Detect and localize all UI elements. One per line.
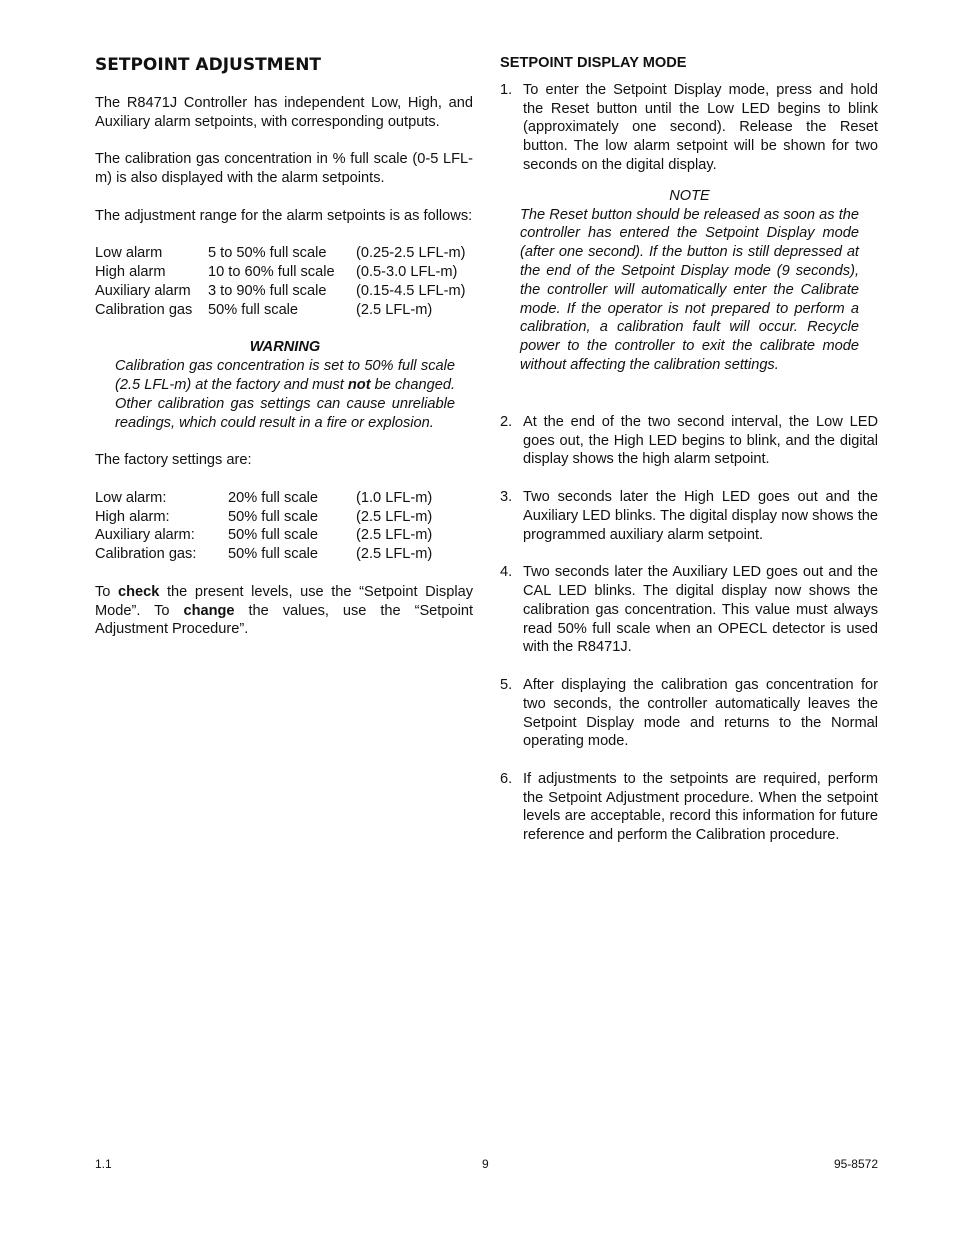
- table-cell: (2.5 LFL-m): [356, 508, 433, 525]
- table-cell: 5 to 50% full scale: [208, 245, 327, 262]
- table-cell: (0.25-2.5 LFL-m): [356, 245, 466, 262]
- table-cell: (1.0 LFL-m): [356, 489, 433, 506]
- closing-text-3: the values, use the “Setpoint Adjustment Procedure”.: [95, 602, 473, 638]
- section-heading-setpoint-display-mode: SETPOINT DISPLAY MODE: [500, 55, 687, 71]
- table-cell: Calibration gas:: [95, 546, 197, 563]
- table-row: [95, 244, 466, 263]
- warning-text-b: be changed. Other calibration gas settings can cause unreliable readings, which could result in a fire or explosion.: [115, 376, 455, 431]
- table-cell: (0.5-3.0 LFL-m): [356, 264, 458, 281]
- table-cell: (0.15-4.5 LFL-m): [356, 282, 466, 299]
- table-cell: Auxiliary alarm:: [95, 527, 195, 544]
- table-cell: 3 to 90% full scale: [208, 282, 327, 299]
- step-number: 5.: [500, 676, 513, 693]
- closing-text-1: To: [95, 583, 119, 600]
- closing-emphasis-change: change: [183, 602, 235, 619]
- section-heading-setpoint-adjustment: SETPOINT ADJUSTMENT: [95, 55, 322, 75]
- table-cell: 50% full scale: [228, 508, 319, 525]
- table-row: [95, 489, 432, 508]
- table-cell: 50% full scale: [228, 527, 319, 544]
- table-row: [95, 508, 432, 527]
- step-number: 3.: [500, 488, 513, 505]
- step-number: 1.: [500, 81, 513, 98]
- factory-settings-intro: The factory settings are:: [95, 452, 252, 469]
- right-column: [500, 54, 878, 845]
- closing-text-2: the present levels, use the “Setpoint Display Mode”. To: [95, 583, 473, 619]
- warning-block: [115, 338, 455, 432]
- table-row: [95, 301, 466, 320]
- table-cell: (2.5 LFL-m): [356, 527, 433, 544]
- footer-doc-number: 95-8572: [833, 1157, 878, 1171]
- intro-paragraph: The R8471J Controller has independent Low, High, and Auxiliary alarm setpoints, with corresponding outputs.: [95, 95, 473, 130]
- table-cell: (2.5 LFL-m): [356, 546, 433, 563]
- table-cell: High alarm:: [95, 508, 170, 525]
- closing-emphasis-check: check: [118, 583, 160, 600]
- note-title: NOTE: [669, 187, 710, 204]
- table-cell: High alarm: [95, 264, 166, 281]
- footer-revision: 1.1: [95, 1157, 112, 1171]
- left-column: [95, 54, 473, 658]
- table-row: [95, 526, 432, 545]
- step-text: Two seconds later the Auxiliary LED goes out and the CAL LED blinks. The digital display now shows the calibration gas concentration. This value must always read 50% full scale when an OPECL detector is used with the R8471J.: [523, 564, 878, 656]
- footer-page-number: 9: [482, 1157, 489, 1171]
- warning-text-emphasis: not: [347, 376, 371, 393]
- step-text: At the end of the two second interval, the Low LED goes out, the High LED begins to blink, and the digital display shows the high alarm setpoint.: [523, 413, 878, 468]
- step-number: 2.: [500, 413, 513, 430]
- table-cell: (2.5 LFL-m): [356, 301, 433, 318]
- step-text: To enter the Setpoint Display mode, press and hold the Reset button until the Low LED begins to blink (approximately one second). Release the Reset button. The low alarm setpoint will be shown for two seconds on the digital display.: [523, 81, 878, 173]
- list-item: [500, 770, 878, 845]
- list-item: [500, 676, 878, 751]
- list-item: [500, 488, 878, 544]
- steps-list: [500, 81, 878, 175]
- table-cell: 50% full scale: [208, 301, 299, 318]
- note-text: The Reset button should be released as soon as the controller has entered the Setpoint Display mode (after one second). If the button is still depressed at the end of the Setpoint Display mode (9 seconds), the controller will automatically enter the Calibrate mode. If the operator is not prepared to perform a calibration, a calibration fault will occur. Recycle power to the controller to exit the calibrate mode without affecting the calibration settings.: [520, 206, 859, 373]
- adjustment-range-table: [95, 244, 466, 319]
- step-number: 6.: [500, 770, 513, 787]
- closing-paragraph: [95, 583, 473, 639]
- warning-text-a: Calibration gas concentration is set to 50% full scale (2.5 LFL-m) at the factory and must: [115, 358, 455, 393]
- table-cell: Low alarm: [95, 245, 163, 262]
- step-number: 4.: [500, 564, 513, 581]
- warning-text: [115, 357, 455, 432]
- list-item: [500, 563, 878, 657]
- list-item: [500, 81, 878, 175]
- warning-title: WARNING: [249, 339, 321, 356]
- step-text: If adjustments to the setpoints are required, perform the Setpoint Adjustment procedure. When the setpoint levels are acceptable, record this information for future reference and perform the Calibration procedure.: [523, 770, 878, 844]
- table-row: [95, 545, 432, 564]
- table-cell: 10 to 60% full scale: [208, 264, 335, 281]
- table-row: [95, 282, 466, 301]
- factory-settings-table: [95, 489, 432, 564]
- calibration-paragraph: The calibration gas concentration in % full scale (0-5 LFL-m) is also displayed with the alarm setpoints.: [95, 151, 473, 187]
- note-block: [520, 187, 859, 375]
- list-item: [500, 413, 878, 469]
- step-text: Two seconds later the High LED goes out and the Auxiliary LED blinks. The digital display now shows the programmed auxiliary alarm setpoint.: [523, 488, 878, 543]
- table-cell: Calibration gas: [95, 301, 193, 318]
- range-intro-paragraph: The adjustment range for the alarm setpoints is as follows:: [95, 207, 473, 224]
- table-row: [95, 263, 466, 282]
- table-cell: Low alarm:: [95, 489, 167, 506]
- table-cell: 50% full scale: [228, 546, 319, 563]
- steps-list-continued: [500, 413, 878, 845]
- table-cell: 20% full scale: [228, 489, 319, 506]
- table-cell: Auxiliary alarm: [95, 282, 191, 299]
- step-text: After displaying the calibration gas concentration for two seconds, the controller automatically leaves the Setpoint Display mode and returns to the Normal operating mode.: [523, 676, 878, 750]
